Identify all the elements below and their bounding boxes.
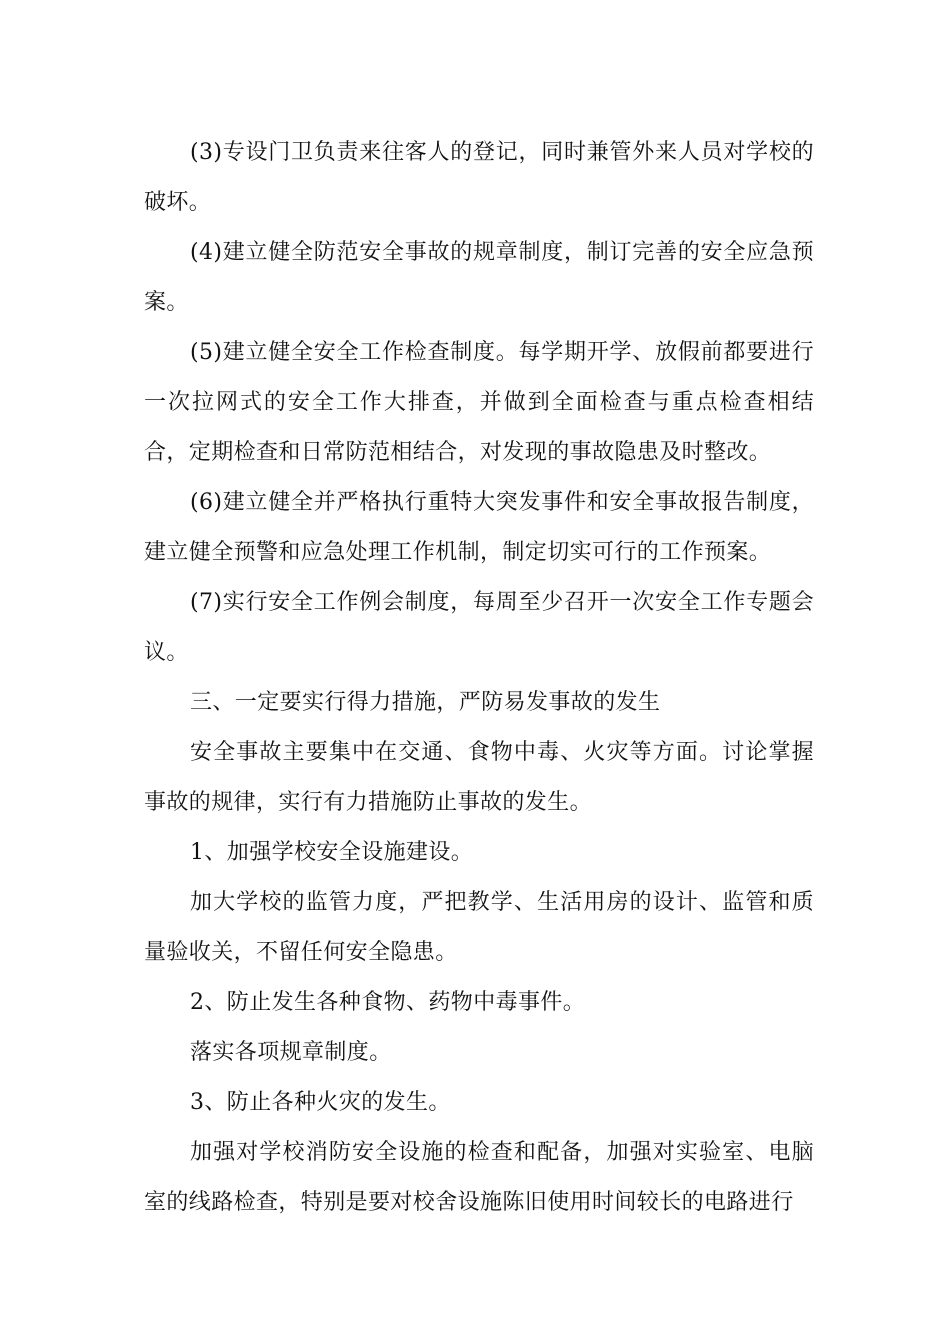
paragraph-item-3: (3)专设门卫负责来往客人的登记，同时兼管外来人员对学校的破坏。: [144, 140, 814, 215]
paragraph-item-5: (5)建立健全安全工作检查制度。每学期开学、放假前都要进行一次拉网式的安全工作大排查，并做到全面检查与重点检查相结合，定期检查和日常防范相结合，对发现的事故隐患及时整改。: [144, 340, 814, 465]
paragraph-item-7: (7)实行安全工作例会制度，每周至少召开一次安全工作专题会议。: [144, 590, 814, 665]
subheading-3: 3、防止各种火灾的发生。: [190, 1090, 451, 1115]
subheading-1: 1、加强学校安全设施建设。: [190, 840, 474, 865]
paragraph-3: 加强对学校消防安全设施的检查和配备，加强对实验室、电脑室的线路检查，特别是要对校舍设施陈旧使用时间较长的电路进行: [144, 1140, 814, 1215]
paragraph-item-4: (4)建立健全防范安全事故的规章制度，制订完善的安全应急预案。: [144, 240, 814, 315]
paragraph-item-6: (6)建立健全并严格执行重特大突发事件和安全事故报告制度，建立健全预警和应急处理工作机制，制定切实可行的工作预案。: [144, 490, 814, 565]
paragraph-1: 加大学校的监管力度，严把教学、生活用房的设计、监管和质量验收关，不留任何安全隐患。: [144, 890, 814, 965]
subheading-2: 2、防止发生各种食物、药物中毒事件。: [190, 990, 586, 1015]
paragraph-2: 落实各项规章制度。: [190, 1040, 392, 1065]
section-heading-three: 三、一定要实行得力措施，严防易发事故的发生: [190, 690, 661, 715]
paragraph-intro: 安全事故主要集中在交通、食物中毒、火灾等方面。讨论掌握事故的规律，实行有力措施防止事故的发生。: [144, 740, 814, 815]
document-body: [144, 128, 814, 1228]
